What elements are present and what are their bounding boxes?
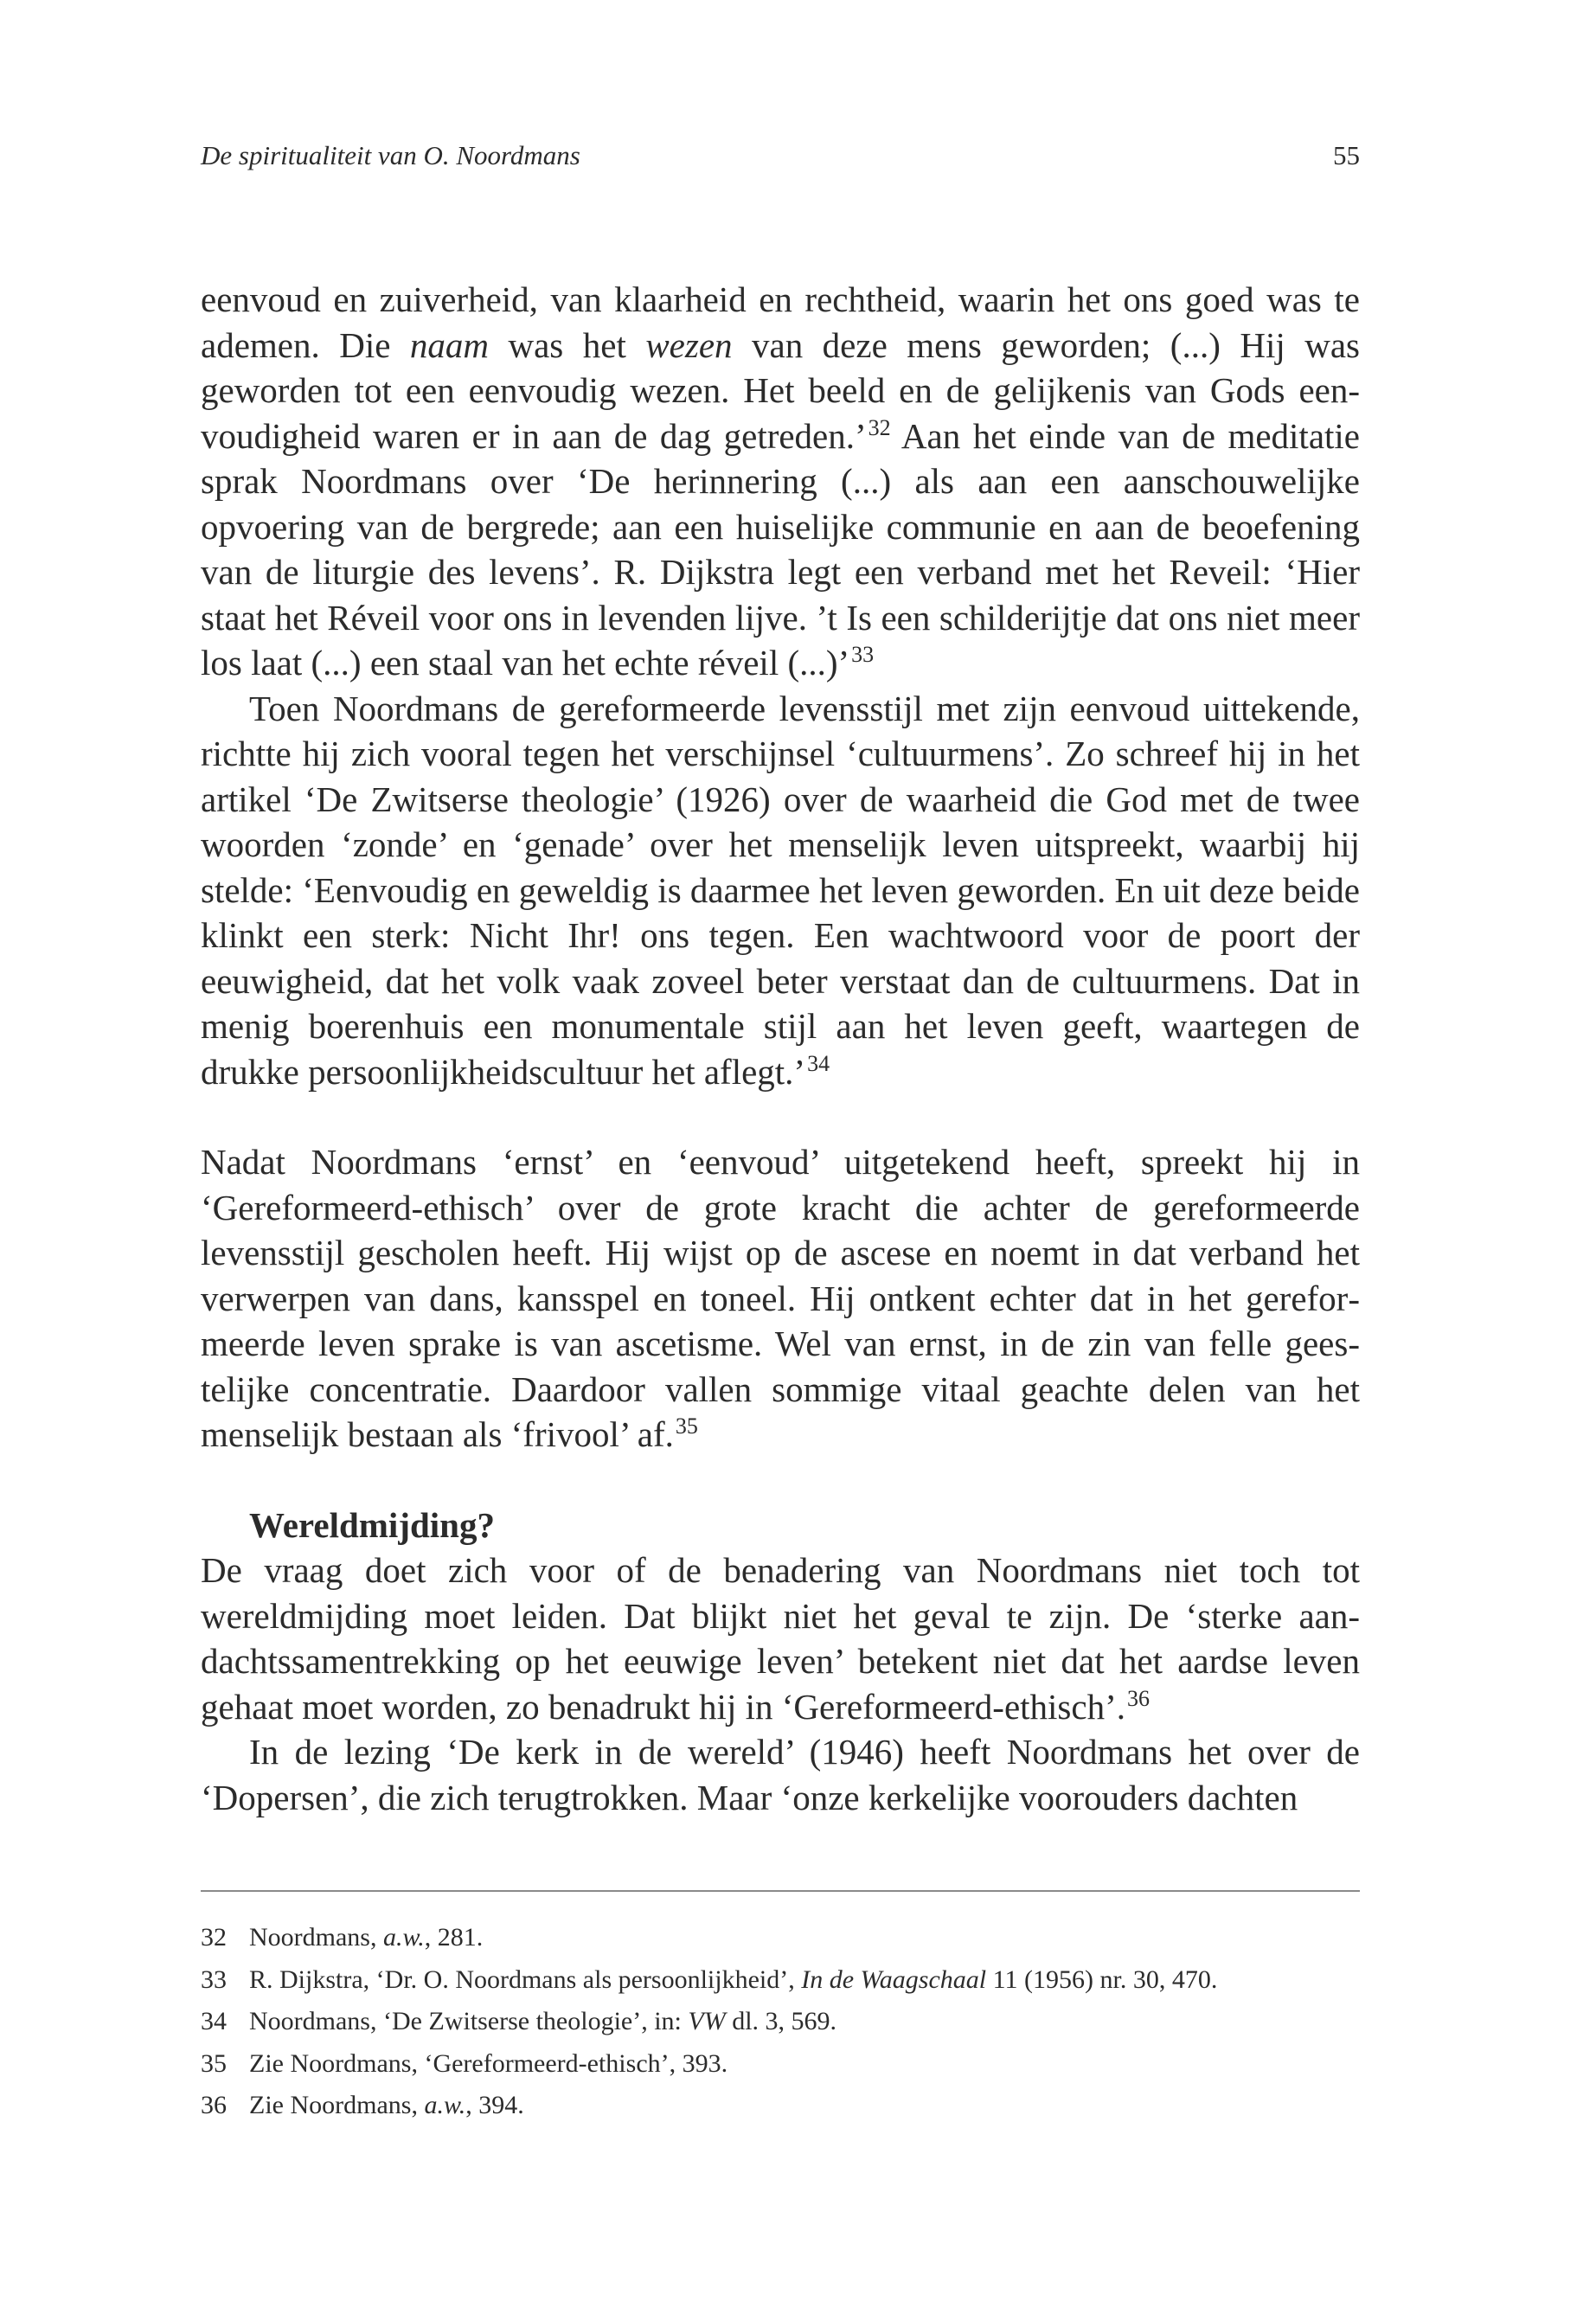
footnote-number: 35 <box>201 2048 227 2078</box>
paragraph-1-emphasis-naam: naam <box>409 324 490 365</box>
footnotes <box>201 1917 1360 2127</box>
footnote-text-part: Zie Noordmans, <box>249 2091 425 2119</box>
footnote-ref-36: 36 <box>1126 1685 1150 1711</box>
footnote-ref-34: 34 <box>807 1050 830 1076</box>
footnote-text-part: 11 (1956) nr. 30, 470. <box>986 1965 1218 1994</box>
paragraph-2 <box>201 686 1360 1095</box>
paragraph-4-text: De vraag doet zich voor of de benadering van Noordmans niet toch tot wereldmijding moet leiden. Dat blijkt niet het geval te zijn. De ‘sterke aandachtssamentrekking op het eeuwige leven’ betekent niet dat het aardse leven gehaat moet worden, zo benadrukt hij in ‘Gereformeerd-ethisch’. <box>201 1550 1360 1727</box>
footnote-32 <box>201 1917 1360 1959</box>
paragraph-4 <box>201 1548 1360 1729</box>
footnote-text-part: Noordmans, ‘De Zwitserse theologie’, in: <box>249 2007 689 2035</box>
footnote-text <box>249 2085 524 2127</box>
footnote-text-italic: a.w. <box>382 1923 425 1952</box>
paragraph-1-text-4: Aan het einde van de meditatie sprak Noordmans over ‘De herinnering (...) als aan een aanschouwelijke opvoering van de bergrede; aan een huiselijke communie en aan de beoefening van de liturgie des levens’. R. Dijkstra legt een verband met het Reveil: ‘Hier staat het Réveil voor ons in levenden lijve. ’t Is een schilderijtje dat ons niet meer los laat (...) een staal van het echte réveil (...)’ <box>201 415 1360 683</box>
footnote-number: 32 <box>201 1923 227 1952</box>
footnote-text-italic: a.w. <box>424 2091 466 2119</box>
body-text <box>201 277 1360 1820</box>
footnote-text-part: dl. 3, 569. <box>725 2007 837 2035</box>
paragraph-3-text: Nadat Noordmans ‘ernst’ en ‘eenvoud’ uitgetekend heeft, spreekt hij in ‘Gereformeerd-ethisch’ over de grote kracht die achter de gereformeerde levensstijl gescholen heeft. Hij wijst op de ascese en noemt in dat verband het verwerpen van dans, kansspel en toneel. Hij ontkent echter dat in het gereformeerde leven sprake is van ascetisme. Wel van ernst, in de zin van felle geestelijke concentratie. Daardoor vallen sommige vitaal geachte delen van het menselijk bestaan als ‘frivool’ af. <box>201 1142 1360 1454</box>
footnote-text <box>249 2001 836 2043</box>
paragraph-5 <box>201 1729 1360 1820</box>
paragraph-3 <box>201 1139 1360 1458</box>
paragraph-1-text-3: van deze mens geworden; (...) Hij was geworden tot een eenvoudig wezen. Het beeld en de gelijkenis van Gods eenvoudigheid waren er in aan de dag getreden.’ <box>201 324 1360 456</box>
section-heading: Wereldmijding? <box>249 1504 495 1545</box>
footnote-text <box>249 1917 483 1959</box>
running-title: De spiritualiteit van O. Noordmans <box>201 140 580 170</box>
footnote-text-part: , 281. <box>424 1923 484 1952</box>
footnote-divider <box>201 1890 1360 1892</box>
footnote-number: 36 <box>201 2091 227 2119</box>
paragraph-spacer <box>201 1094 1360 1139</box>
running-head <box>201 140 1360 178</box>
footnote-text-italic: VW <box>688 2007 726 2035</box>
paragraph-1 <box>201 277 1360 686</box>
paragraph-1-text-1: eenvoud en zuiverheid, van klaarheid en rechtheid, waarin het ons goed was te ademen. Die <box>201 279 1360 365</box>
footnote-33 <box>201 1959 1360 2002</box>
footnote-text-italic: In de Waagschaal <box>801 1965 987 1994</box>
page-number: 55 <box>1333 140 1360 170</box>
footnote-text: Zie Noordmans, ‘Gereformeerd-ethisch’, 393. <box>249 2048 728 2078</box>
footnote-text <box>249 1959 1217 2002</box>
footnote-number: 34 <box>201 2007 227 2035</box>
footnote-text-part: Noordmans, <box>249 1923 383 1952</box>
footnote-ref-32: 32 <box>868 414 891 440</box>
footnote-35 <box>201 2043 1360 2086</box>
paragraph-2-text: Toen Noordmans de gereformeerde levensstijl met zijn eenvoud uittekende, richtte hij zich vooral tegen het verschijnsel ‘cultuurmens’. Zo schreef hij in het artikel ‘De Zwitserse theologie’ (1926) over de waarheid die God met de twee woorden ‘zonde’ en ‘genade’ over het menselijk leven uitspreekt, waarbij hij stelde: ‘Eenvoudig en geweldig is daarmee het leven geworden. En uit deze beide klinkt een sterk: Nicht Ihr! ons tegen. Een wachtwoord voor de poort der eeuwigheid, dat het volk vaak zoveel beter verstaat dan de cultuurmens. Dat in menig boerenhuis een monumentale stijl aan het leven geeft, waartegen de drukke persoonlijkheidscultuur het aflegt.’ <box>201 688 1360 1092</box>
paragraph-1-text-2: was het <box>489 324 646 365</box>
footnote-36 <box>201 2085 1360 2127</box>
footnote-number: 33 <box>201 1965 227 1994</box>
paragraph-1-emphasis-wezen: wezen <box>645 324 733 365</box>
footnote-ref-35: 35 <box>675 1413 698 1439</box>
book-page <box>201 0 1360 2301</box>
footnote-ref-33: 33 <box>851 642 875 667</box>
paragraph-5-text: In de lezing ‘De kerk in de wereld’ (1946) heeft Noordmans het over de ‘Dopersen’, die zich terugtrokken. Maar ‘onze kerkelijke voorouders dachten <box>201 1732 1360 1817</box>
footnote-text-part: R. Dijkstra, ‘Dr. O. Noordmans als persoonlijkheid’, <box>249 1965 802 1994</box>
section-spacer <box>201 1458 1360 1503</box>
footnote-text-part: , 394. <box>465 2091 524 2119</box>
footnote-34 <box>201 2001 1360 2043</box>
